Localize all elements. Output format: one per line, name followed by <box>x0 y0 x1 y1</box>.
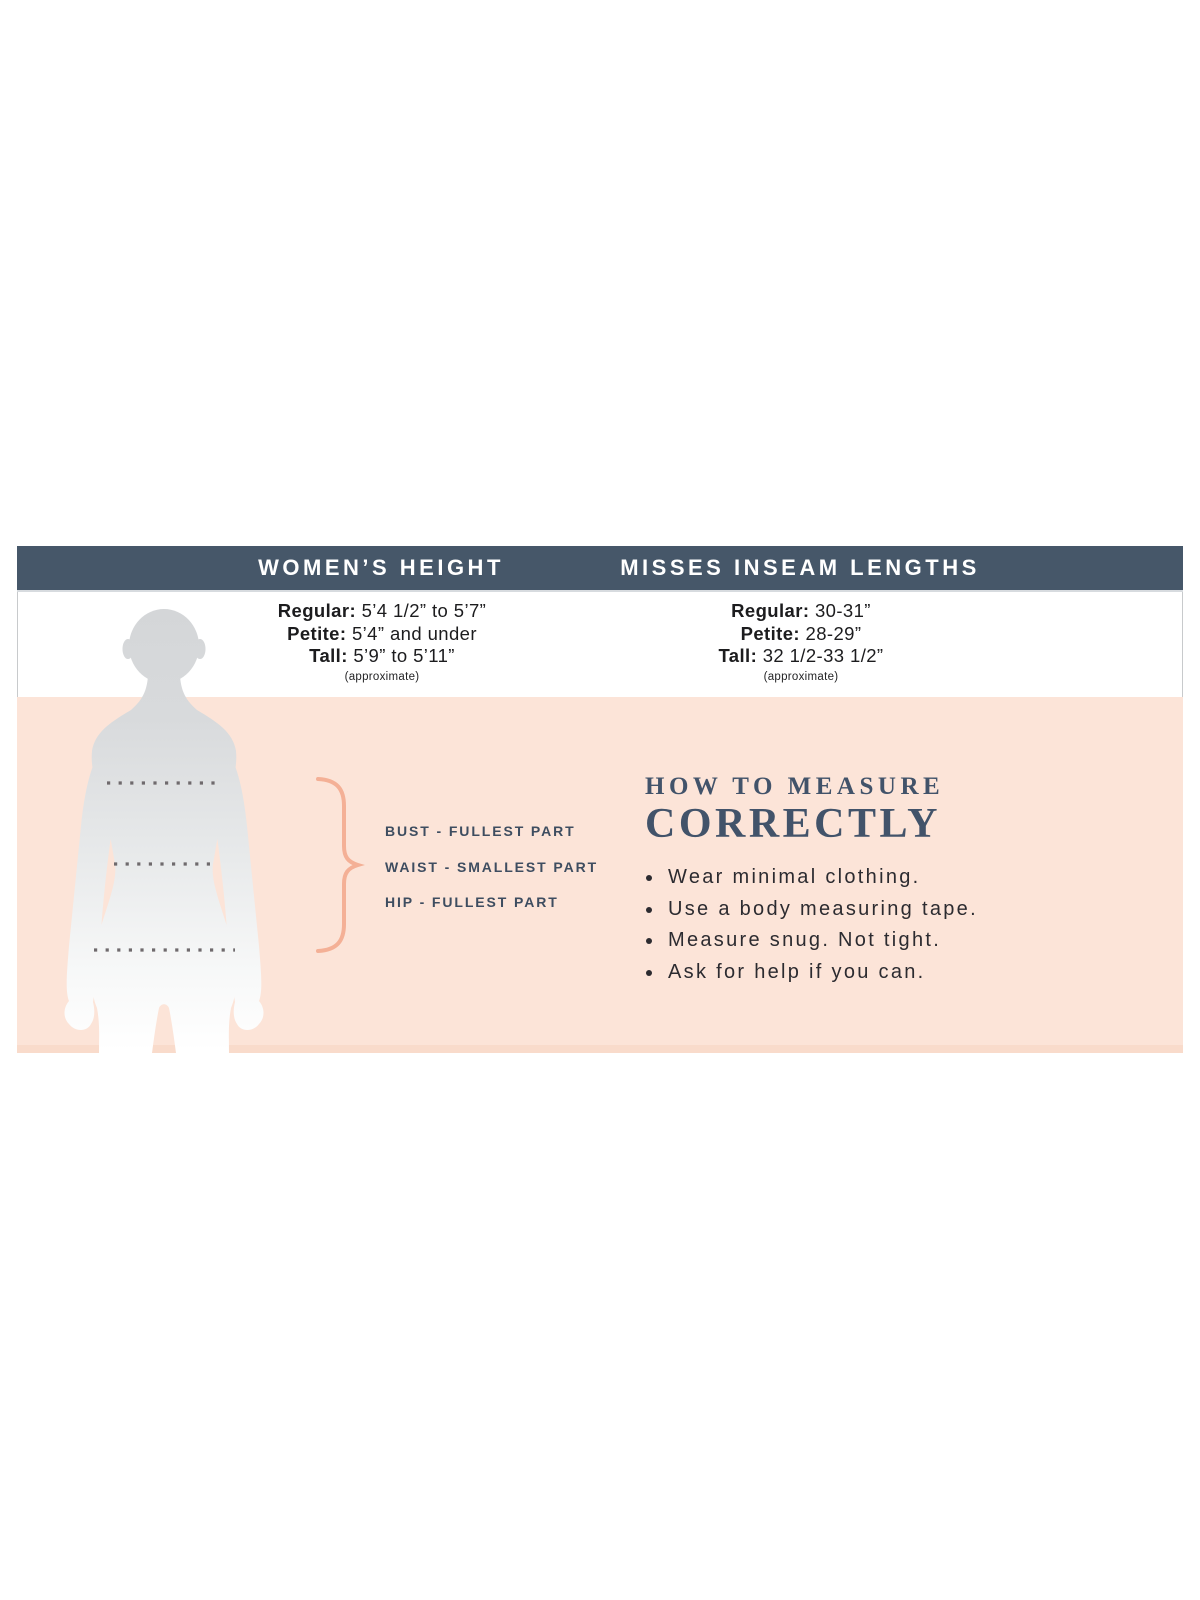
tip-text: Ask for help if you can. <box>668 960 926 983</box>
tip-text: Wear minimal clothing. <box>668 866 921 888</box>
tip-ask-for-help <box>645 957 1125 989</box>
inseam-row-regular-value: 30-31” <box>814 600 871 621</box>
size-guide-panel <box>17 546 1183 1053</box>
column-header-misses-inseam <box>590 546 1010 590</box>
height-row-tall <box>172 645 592 668</box>
tip-wear-minimal-clothing <box>645 862 1125 894</box>
how-to-measure-heading-line2: CORRECTLY <box>645 801 942 847</box>
inseam-row-petite-value: 28-29” <box>805 622 862 644</box>
height-row-regular-label: Regular: <box>277 600 357 621</box>
waist-label: WAIST - SMALLEST PART <box>385 859 599 875</box>
hip-label: HIP - FULLEST PART <box>385 894 559 910</box>
tip-text: Use a body measuring tape. <box>668 897 978 920</box>
misses-inseam-ranges <box>591 592 1011 685</box>
height-row-regular-value: 5’4 1/2” to 5’7” <box>361 600 487 621</box>
inseam-row-petite-label: Petite: <box>740 622 800 644</box>
column-header-misses-inseam-label: MISSES INSEAM LENGTHS <box>620 555 980 580</box>
bullet-icon <box>646 970 652 976</box>
height-row-tall-value: 5’9” to 5’11” <box>353 645 455 666</box>
height-row-petite <box>172 623 592 646</box>
inseam-row-tall-label: Tall: <box>718 645 758 666</box>
how-to-measure-heading-line1: HOW TO MEASURE <box>645 773 945 800</box>
inseam-row-petite <box>591 623 1011 646</box>
height-footnote: (approximate) <box>344 670 420 683</box>
tip-use-measuring-tape <box>645 894 1125 926</box>
bullet-icon <box>646 875 652 881</box>
inseam-row-regular <box>591 600 1011 623</box>
bullet-icon <box>646 907 652 913</box>
inseam-row-regular-label: Regular: <box>731 600 810 621</box>
tip-measure-snug <box>645 925 1125 957</box>
bust-label: BUST - FULLEST PART <box>385 823 576 839</box>
inseam-row-tall <box>591 645 1011 668</box>
chart-header-bar <box>17 546 1183 592</box>
column-header-womens-height <box>171 546 591 590</box>
measurement-ranges-band <box>17 592 1183 697</box>
height-row-regular <box>172 600 592 623</box>
height-row-petite-value: 5’4” and under <box>351 622 477 644</box>
height-row-tall-label: Tall: <box>309 645 348 666</box>
bullet-icon <box>646 938 652 944</box>
column-header-womens-height-label: WOMEN’S HEIGHT <box>258 555 504 580</box>
tip-text: Measure snug. Not tight. <box>668 929 942 951</box>
inseam-row-tall-value: 32 1/2-33 1/2” <box>762 645 884 666</box>
measuring-tips-list <box>645 862 1125 988</box>
womens-height-ranges <box>172 592 592 685</box>
inseam-footnote: (approximate) <box>763 670 839 683</box>
how-to-measure-block <box>645 773 1125 988</box>
height-row-petite-label: Petite: <box>287 622 347 644</box>
